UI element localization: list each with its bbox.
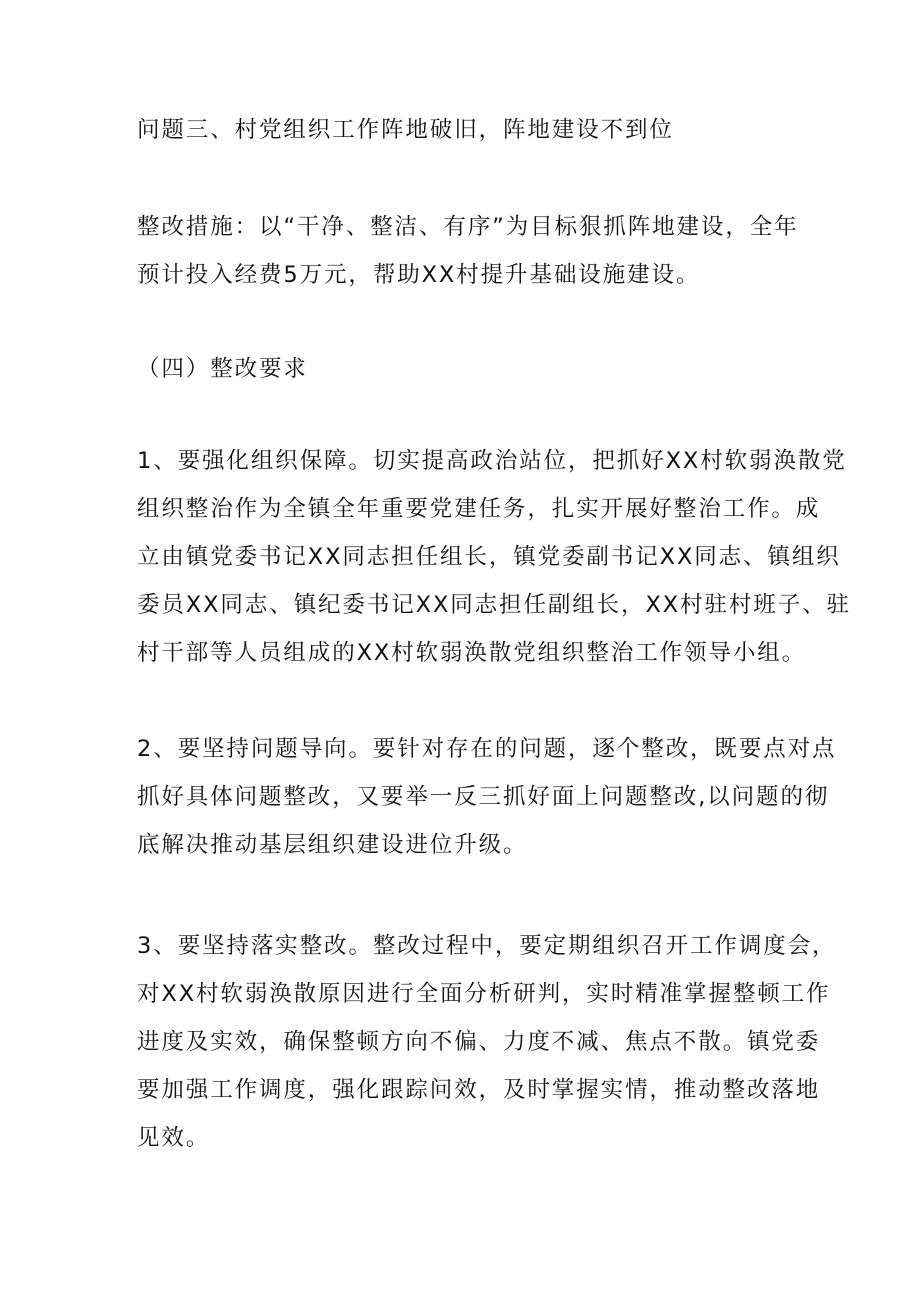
text-line: 1、要强化组织保障。切实提高政治站位，把抓好XX村软弱涣散党: [137, 448, 847, 474]
text-line: 组织整治作为全镇全年重要党建任务，扎实开展好整治工作。成: [137, 496, 821, 522]
text-line: 村干部等人员组成的XX村软弱涣散党组织整治工作领导小组。: [137, 640, 807, 666]
text-line: 立由镇党委书记XX同志担任组长，镇党委副书记XX同志、镇组织: [137, 544, 841, 570]
text-line: 抓好具体问题整改，又要举一反三抓好面上问题整改,以问题的彻: [137, 784, 830, 810]
paragraph-rectification-measures: [137, 203, 797, 299]
paragraph-requirement-3: [137, 922, 837, 1162]
paragraph-requirement-1: [137, 437, 851, 677]
text-line: 对XX村软弱涣散原因进行全面分析研判，实时精准掌握整顿工作: [137, 981, 831, 1007]
text-line: 3、要坚持落实整改。整改过程中，要定期组织召开工作调度会，: [137, 933, 837, 959]
text-line: 2、要坚持问题导向。要针对存在的问题，逐个整改，既要点对点: [137, 736, 837, 762]
text-line: 预计投入经费5万元，帮助XX村提升基础设施建设。: [137, 262, 701, 288]
text-line: 问题三、村党组织工作阵地破旧，阵地建设不到位: [137, 117, 674, 143]
text-line: 见效。: [137, 1125, 211, 1151]
text-line: 进度及实效，确保整顿方向不偏、力度不减、焦点不散。镇党委: [137, 1029, 821, 1055]
text-line: 底解决推动基层组织建设进位升级。: [137, 832, 528, 858]
text-line: 整改措施：以“干净、整洁、有序”为目标狠抓阵地建设，全年: [137, 214, 799, 240]
text-line: 委员XX同志、镇纪委书记XX同志担任副组长，XX村驻村班子、驻: [137, 592, 851, 618]
paragraph-requirement-2: [137, 725, 837, 869]
paragraph-problem-three: [137, 106, 797, 154]
heading-text: （四）整改要求: [137, 356, 308, 382]
text-line: 要加强工作调度，强化跟踪问效，及时掌握实情，推动整改落地: [137, 1077, 821, 1103]
section-heading: [137, 345, 797, 393]
